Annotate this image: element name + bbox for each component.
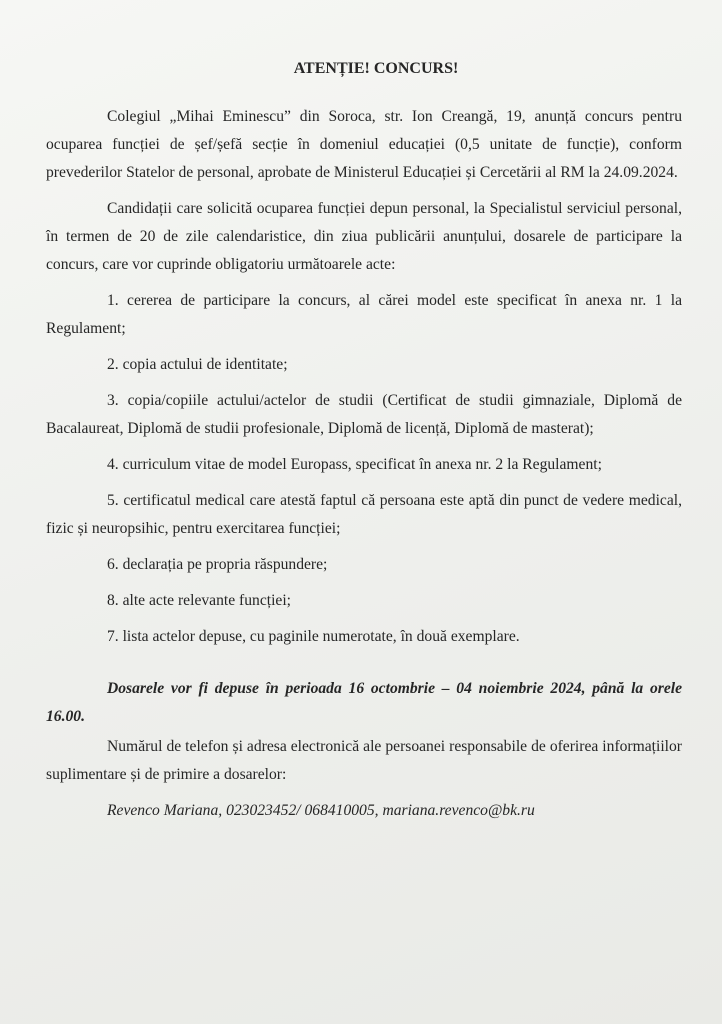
document-title: ATENȚIE! CONCURS! [293,60,459,77]
list-item: 7. lista actelor depuse, cu paginile numerotate, în două exemplare. [107,628,520,645]
document-body [46,55,682,825]
list-item: 3. copia/copiile actului/actelor de studii (Certificat de studii gimnaziale, Diplomă de Bacalaureat, Diplomă de studii profesionale, Diplomă de licență, Diplomă de masterat); [46,392,682,437]
contact-paragraph: Revenco Mariana, 023023452/ 068410005, mariana.revenco@bk.ru [107,802,535,819]
list-item: 6. declarația pe propria răspundere; [107,556,328,573]
list-item: 2. copia actului de identitate; [107,356,288,373]
intro-paragraph: Colegiul „Mihai Eminescu” din Soroca, str. Ion Creangă, 19, anunță concurs pentru ocuparea funcției de șef/șefă secție în domeniul educației (0,5 unitate de funcție), conform prevederilor Statelor de personal, aprobate de Ministerul Educației și Cercetării al RM la 24.09.2024. [46,108,682,181]
contact-intro-paragraph: Numărul de telefon și adresa electronică ale persoanei responsabile de oferirea informațiilor suplimentare și de primire a dosarelor: [46,738,682,783]
list-item: 4. curriculum vitae de model Europass, specificat în anexa nr. 2 la Regulament; [107,456,602,473]
list-item: 1. cererea de participare la concurs, al cărei model este specificat în anexa nr. 1 la Regulament; [46,292,682,337]
list-item: 5. certificatul medical care atestă faptul că persoana este aptă din punct de vedere medical, fizic și neuropsihic, pentru exercitarea funcției; [46,492,682,537]
list-item: 8. alte acte relevante funcției; [107,592,291,609]
candidates-paragraph: Candidații care solicită ocuparea funcției depun personal, la Specialistul serviciul personal, în termen de 20 de zile calendaristice, din ziua publicării anunțului, dosarele de participare la concurs, care vor cuprinde obligatoriu următoarele acte: [46,200,682,273]
deadline-paragraph: Dosarele vor fi depuse în perioada 16 octombrie – 04 noiembrie 2024, până la orele 16.00. [46,680,682,725]
